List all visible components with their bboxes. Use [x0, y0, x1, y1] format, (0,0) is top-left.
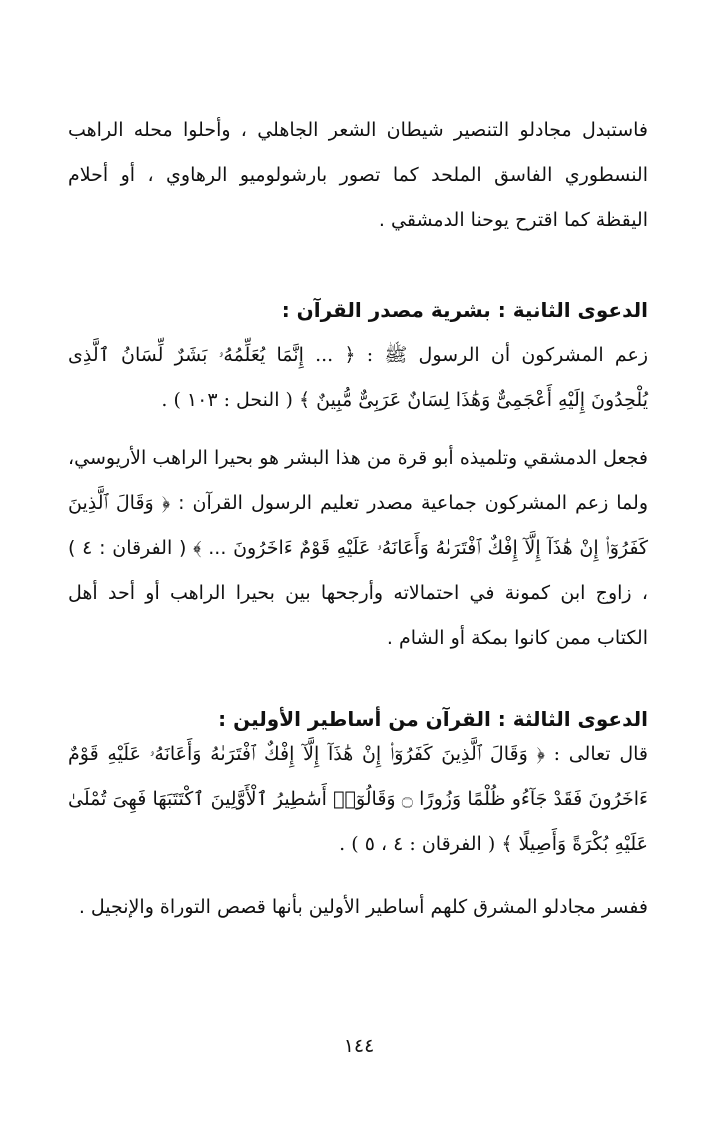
page-number: ١٤٤	[343, 1035, 375, 1057]
heading-second-claim: الدعوى الثانية : بشرية مصدر القرآن :	[281, 298, 648, 322]
paragraph-torah-gospel: ففسر مجادلو المشرق كلهم أساطير الأولين بأنها قصص التوراة والإنجيل .	[78, 896, 648, 918]
paragraph-substitution: فاستبدل مجادلو التنصير شيطان الشعر الجاهلي ، وأحلوا محله الراهب النسطوري الفاسق الملحد كما تصور بارشولوميو الرهاوي ، أو أحلام اليقظة كما اقترح يوحنا الدمشقي .	[68, 119, 648, 231]
paragraph-human-source: زعم المشركون أن الرسول ﷺ : ﴿ ... إِنَّمَا يُعَلِّمُهُۥ بَشَرٌ لِّسَانُ ٱلَّذِى يُلْحِدُونَ إِلَيْهِ أَعْجَمِىٌّ وَهَٰذَا لِسَانٌ عَرَبِىٌّ مُّبِينٌ ﴾ ( النحل : ١٠٣ ) .	[68, 344, 648, 411]
paragraph-bahira: فجعل الدمشقي وتلميذه أبو قرة من هذا البشر هو بحيرا الراهب الأريوسي، ولما زعم المشركون جماعية مصدر تعليم الرسول القرآن : ﴿ وَقَالَ ٱلَّذِينَ كَفَرُوٓا۟ إِنْ هَٰذَآ إِلَّآ إِفْكٌ ٱفْتَرَىٰهُ وَأَعَانَهُۥ عَلَيْهِ قَوْمٌ ءَاخَرُونَ ... ﴾ ( الفرقان : ٤ ) ، زاوج ابن كمونة في احتمالاته وأرجحها بين بحيرا الراهب أو أحد أهل الكتاب ممن كانوا بمكة أو الشام .	[68, 447, 649, 649]
heading-third-claim: الدعوى الثالثة : القرآن من أساطير الأولين :	[218, 707, 648, 731]
paragraph-legends-verse: قال تعالى : ﴿ وَقَالَ ٱلَّذِينَ كَفَرُوٓا۟ إِنْ هَٰذَآ إِلَّآ إِفْكٌ ٱفْتَرَىٰهُ وَأَعَانَهُۥ عَلَيْهِ قَوْمٌ ءَاخَرُونَ فَقَدْ جَآءُو ظُلْمًا وَزُورًا ۝ وَقَالُوٓا۟ أَسَٰطِيرُ ٱلْأَوَّلِينَ ٱكْتَتَبَهَا فَهِىَ تُمْلَىٰ عَلَيْهِ بُكْرَةً وَأَصِيلًا ﴾ ( الفرقان : ٤ ، ٥ ) .	[68, 743, 648, 855]
